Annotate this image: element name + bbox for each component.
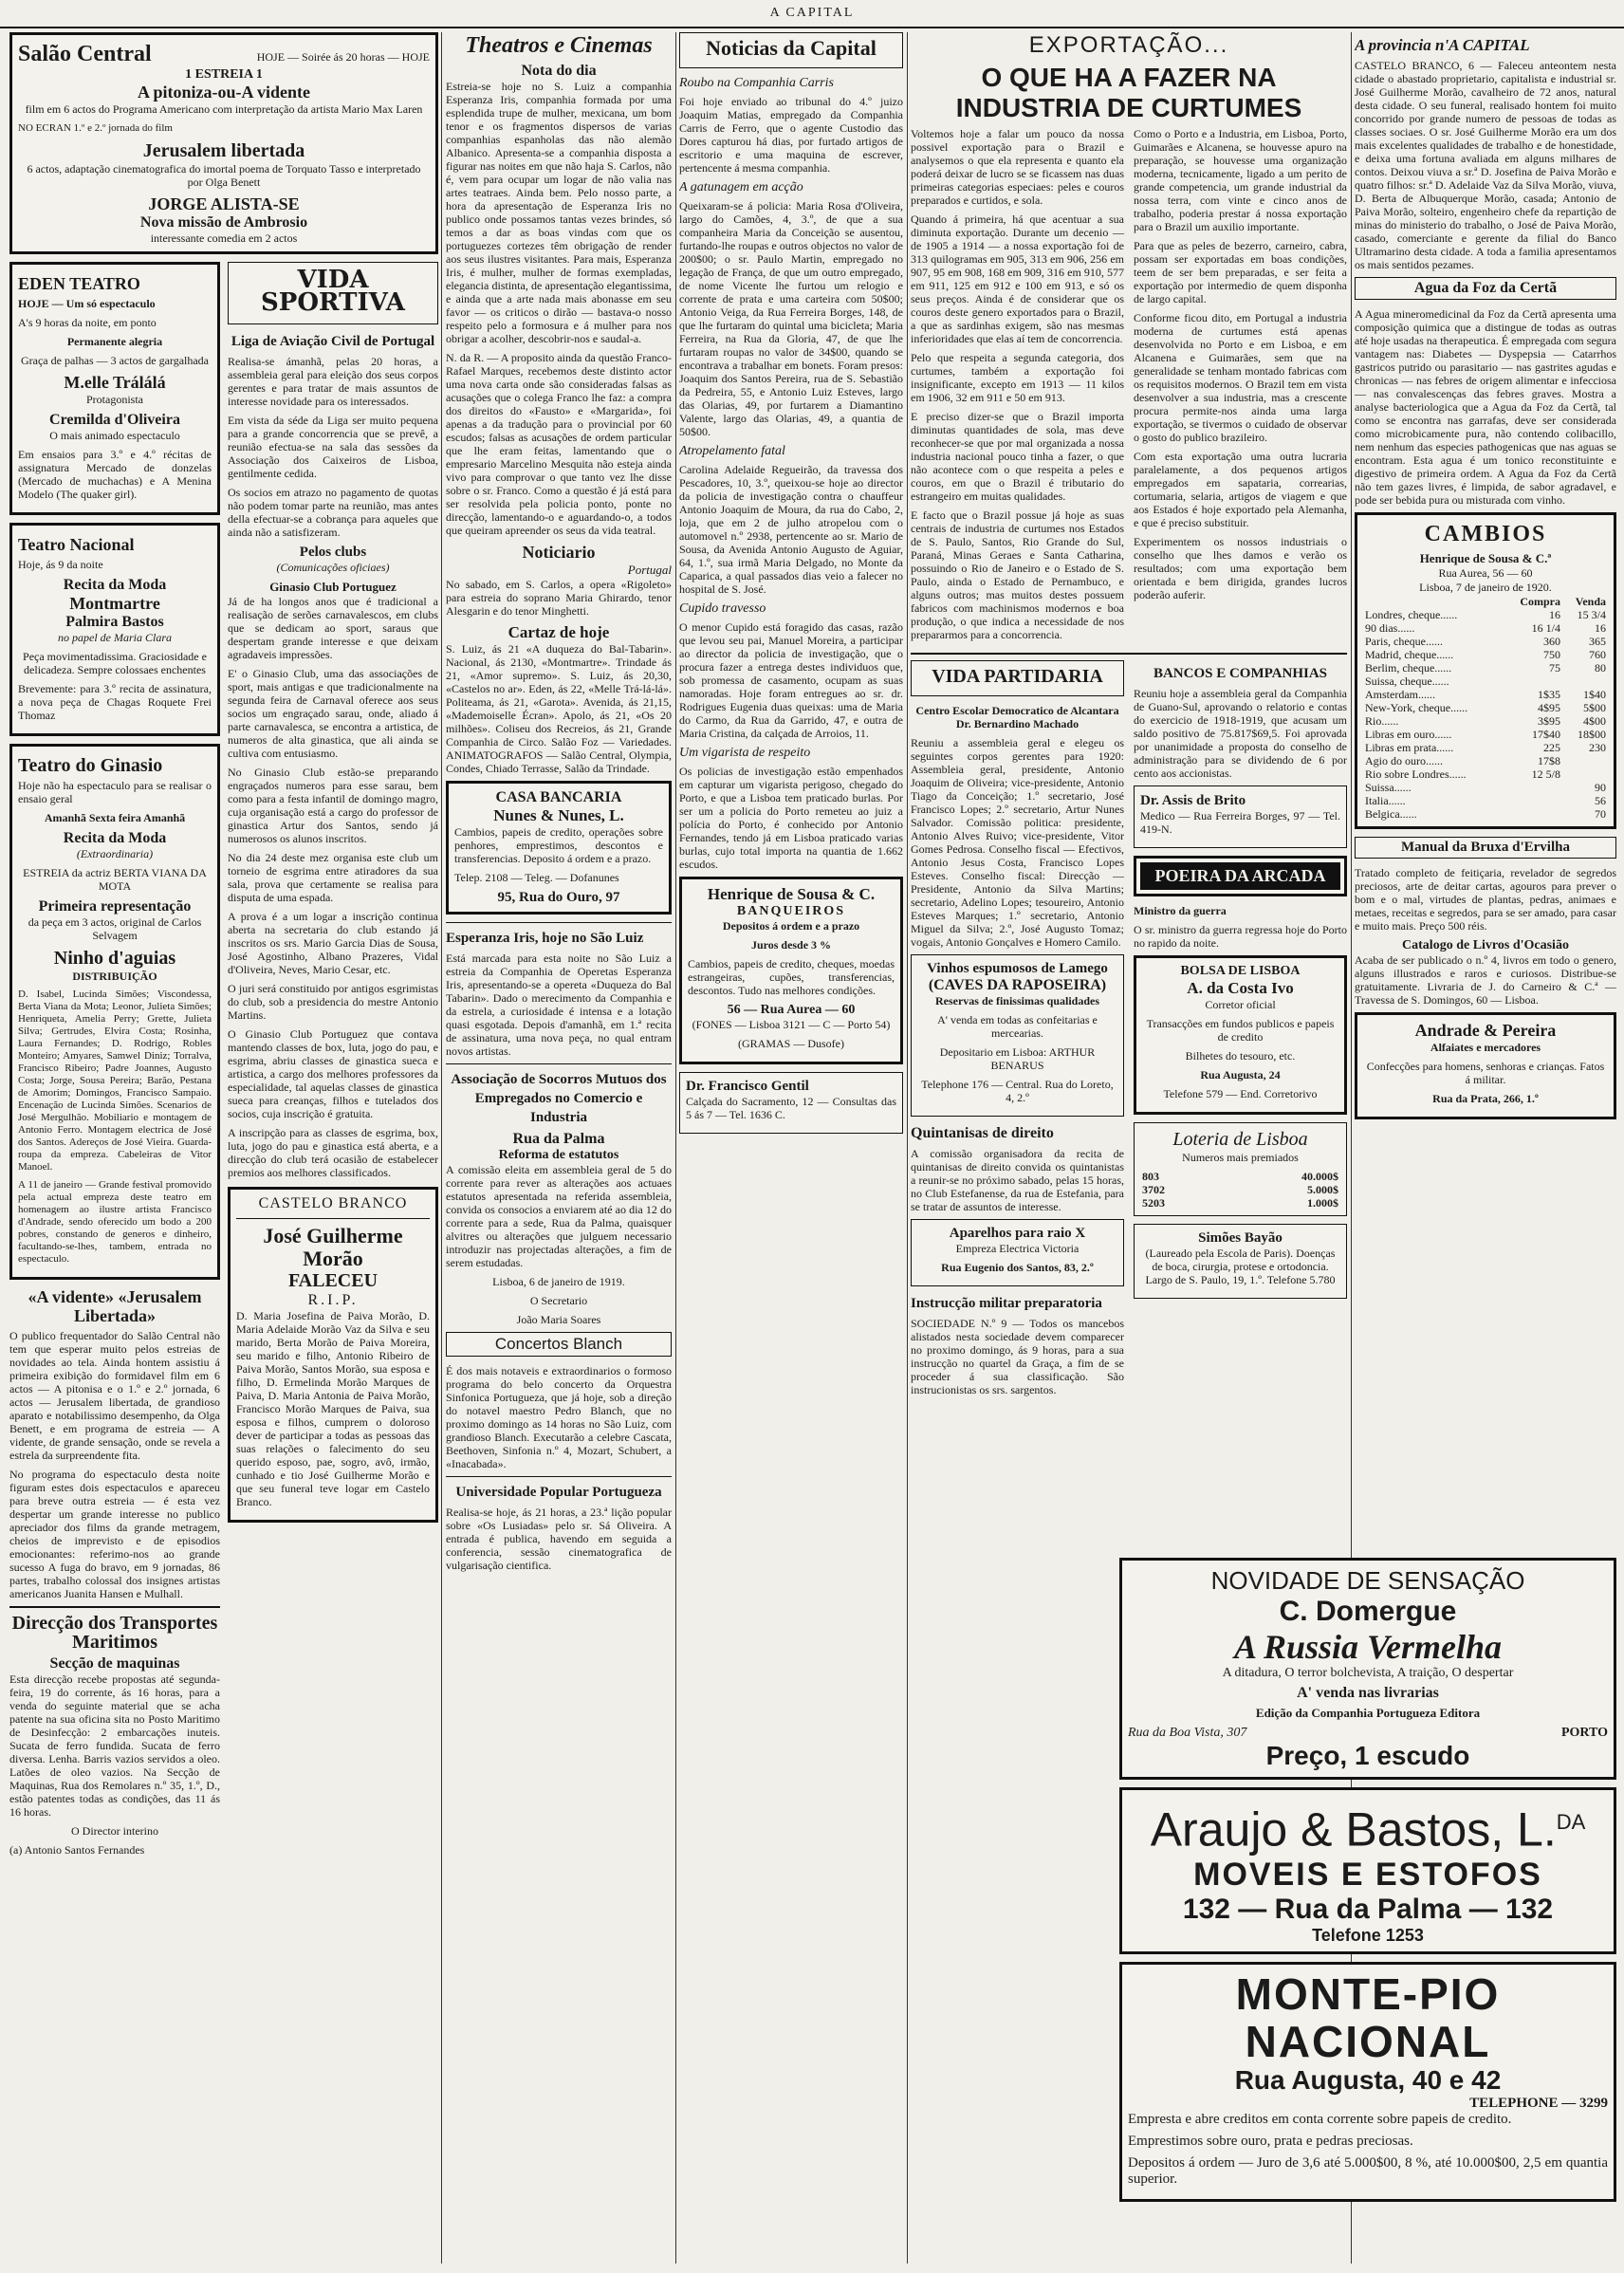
vinhos-l2: A' venda em todas as confeitarias e mercearias. <box>937 1013 1098 1040</box>
montepio-addr: Rua Augusta, 40 e 42 <box>1234 2064 1502 2095</box>
export-p2: Quando á primeira, há que acentuar a sua diminuta exportação. Durante um decenio — de 1905 a 1914 — a nossa exportação foi de 313 quilogramas em 905, 313 em 906, 256 em 907, 95 em 908, 168 em 909, 316 em 910, 577 em 911, 125 em 912 e 100 em 913, e só os seus preços. Ainda é de considerar que os couros deste genero exportados para o Brazil, a que as sardinhas exigem, são nas mesmas inferioridades que elas aí tem de concorrencia. <box>911 213 1124 345</box>
ginasio-extra: (Extraordinaria) <box>76 847 154 860</box>
montepio-l3: Depositos á ordem — Juro de 3,6 até 5.000$00, 8 %, até 10.000$00, 2,5 em quantia superior. <box>1128 2154 1608 2187</box>
henrique-addr: 56 — Rua Aurea — 60 <box>727 1003 856 1017</box>
cambios-row <box>1363 728 1608 741</box>
andrade-ad <box>1355 1012 1616 1119</box>
export-p7: Para que as peles de bezerro, carneiro, cabra, possam ser exportadas em boas condições, teem de ser bem preparadas, e ser feita a exportação por intermedio de quem disponha de largo capital. <box>1134 239 1347 305</box>
cambios-row <box>1363 635 1608 648</box>
cambios-head-sell: Venda <box>1575 595 1606 608</box>
ginasio-estreia: ESTREIA da actriz BERTA VIANA DA MOTA <box>23 866 207 893</box>
vidente-p1: O publico frequentador do Salão Central não tem que esperar muito pelos estreias de novidades ao tela. Ainda hontem assistiu á primeira exibição do formidavel film em 6 actos — A pitonisa e o 1.º e 2.º jornada, 6 actos — Jerusalem libertada, de grandioso aparato e notabilissimo desempenho, da Olga Benett, e em programa de estreia — A vidente, de grande sensação, onde se revela a estrela da surpreendente fita. <box>9 1329 220 1462</box>
gentil-name: Dr. Francisco Gentil <box>686 1079 809 1094</box>
araujo-sub: MOVEIS E ESTOFOS <box>1193 1856 1542 1893</box>
nota-redaccao: N. da R. — A proposito ainda da questão Franco-Rafael Marques, recebemos deste distinto actor uma nova carta onde são consideradas falsas as acusações que o colega Franco lhe faz: a compra dos direitos do «Fausto» e «Margarida», foi apenas a da tradução para o provincial por 60 escudos; falsas as acusações de ordem particular que lhe eram feitas, lamentando que o empresario Marcelino Mesquita não esteja ainda vivo para comprovar o que tanto vez lhe disse sobre o sr. Franco. Como a questão é já está para ser resolvida pela policia ponto, ponte no direcção, lamentando-o e aguardando-o, a todos que queiram apreender os seus da vida teatral. <box>446 351 672 537</box>
aparelhos-addr: Rua Eugenio dos Santos, 83, 2.º <box>941 1261 1094 1274</box>
loteria-number: 3702 <box>1142 1183 1165 1196</box>
loteria-row <box>1140 1183 1340 1196</box>
vigarista-title: Um vigarista de respeito <box>679 746 811 760</box>
export-kicker: EXPORTAÇÃO... <box>1028 32 1229 58</box>
agua-text: A Agua mineromedicinal da Foz da Certã apresenta uma composição quimica que a distingue de todas as outras até hoje usadas na therapeutica. É empregada com segura vantagem nas: Diabetes — Dyspepsia — Catarrhos gastricos putrido ou parasitario — nas gastrites agudas e chronicas — nas febres de origem alimentar e infecciosa — nas convalescenças das febres graves. Mostra a analyse bacteriologica que a Agua da Foz da Certã, tal como se encontra nas garrafas, deve ser considerada como microbicamente pura, não contendo colibacillo, nem nenhum das especies pathogenicas que nas aguas se encontram. Esta agua é um tonico reconstituinte e digestivo de primeira ordem. A Agua da Foz da Certã não tem gazes livres, é limpida, de sabor agradavel, e pode ser bebida pura ou misturada com vinho. <box>1355 307 1616 507</box>
montepio-ad <box>1119 1962 1616 2202</box>
cupido-title: Cupido travesso <box>679 601 766 616</box>
loteria-row <box>1140 1170 1340 1183</box>
vidente-title: «A vidente» «Jerusalem Libertada» <box>28 1287 202 1325</box>
cambios-buy <box>1504 794 1562 807</box>
noticiario-text: No sabado, em S. Carlos, a opera «Rigoleto» para estreia do soprano Maria Ghirardo, tenor Alesgarin e do tenor Minghetti. <box>446 578 672 618</box>
provincia-text: CASTELO BRANCO, 6 — Faleceu anteontem nesta cidade o abastado proprietario, capitalista e industrial sr. José Guilherme Morão, cavalheiro de 72 anos, natural desta cidade. O seu funeral, realisado hontem foi muito concorrido por grande numero de pessoas de todas as classes sociaes. O sr. José Guilherme Morão era um dos mais excelentes qualidades de trabalho e de honestidade, e deixa uma fortuna avaliada em alguns milhares de contos. Deixou viuva a sr.ª D. Josefina de Paiva Morão e quatro filhos: sr.ª D. Adelaide Vaz da Silva Morão, viuva, D. Berta de Albuquerque Morão, casada; Antonio de Paiva Morão, solteiro, engenheiro chefe da repartição de minas do ministerio do trabalho, o José de Paiva Morão, casado, comerciante e gerente da filial do Banco Ultramarino desta cidade. A toda a familia apresentamos os mais sentidos pezames. <box>1355 59 1616 271</box>
bolsa-l2: Transacções em fundos publicos e papeis de credito <box>1146 1017 1335 1044</box>
nacional-star: Palmira Bastos <box>65 614 164 630</box>
novidade-l3: Edição da Companhia Portugueza Editora <box>1255 1706 1481 1720</box>
nacional-time: Hoje, ás 9 da noite <box>18 558 103 571</box>
vinhos-l1: Reservas de finissimas qualidades <box>934 994 1100 1007</box>
cambios-label: Libras em prata...... <box>1365 741 1454 754</box>
montepio-l2: Emprestimos sobre ouro, prata e pedras preciosas. <box>1128 2133 1413 2149</box>
cambios-row <box>1363 688 1608 701</box>
bruxa-title: Manual da Bruxa d'Ervilha <box>1401 840 1570 855</box>
export-p6: Como o Porto e a Industria, em Lisboa, Porto, Guimarães e Alcanena, se houvesse apuro na preparação, se houvesse uma organização moderna, tecnicamente, ligado a um perito de grande competencia, um grande industrial da nossa terra, com vinte e cinco anos de trabalho, poderia prestar á nossa exportação para o Brazil um auxilio importante. <box>1134 127 1347 233</box>
nacional-note: Peça movimentadissima. Graciosidade e delicadeza. Sempre colossaes enchentes <box>23 650 207 676</box>
cambios-buy: 17$8 <box>1538 754 1561 767</box>
novidade-title: A Russia Vermelha <box>1233 1628 1503 1666</box>
araujo-name: Araujo & Bastos, L. <box>1150 1802 1557 1857</box>
andrade-addr: Rua da Prata, 266, 1.º <box>1432 1092 1539 1105</box>
cambios-buy: 75 <box>1549 661 1561 675</box>
cambios-sell: 80 <box>1595 661 1606 675</box>
castelo-text: D. Maria Josefina de Paiva Morão, D. Maria Adelaide Morão Vaz da Silva e seu marido, Berta Morão de Paiva Moreira, seu marido e filho, Antonio Ribeiro de Paiva Morão, Santos Morão, sua esposa e filho, D. Ermelinda Morão Marques de Paiva, D. Maria Antonia de Paiva Morão, Francisco Morão Marques de Paiva, sua esposa e filhos, cumprem o doloroso dever de participar a todas as pessoas das suas relações o falecimento do seu querido esposo, pae, sogro, avô, irmão, cunhado e tio José Guilherme Morão e que seu funeral teve logar em Castelo Branco. <box>236 1309 430 1508</box>
cambios-sell: 760 <box>1589 648 1606 661</box>
araujo-ad <box>1119 1787 1616 1954</box>
andrade-l2: Confecções para homens, senhoras e crianças. Fatos á militar. <box>1366 1060 1605 1086</box>
cambios-row <box>1363 701 1608 714</box>
associacao-text: A comissão eleita em assembleia geral de 5 do corrente para rever as alterações aos actuaes estatutos apresentada na referida assembleia, convida os consocios a enviarem até ao dia 12 do corrente para a sede, Rua da Palma, quaisquer alvitres ou alterações que julguem necessario introduzir nas projectadas alterações, a fim de serem estudadas. <box>446 1163 672 1269</box>
cambios-row <box>1363 648 1608 661</box>
salao-film2-desc: 6 actos, adaptação cinematografica do imortal poema de Torquato Tasso e interpretado por Olga Benett <box>27 162 421 189</box>
salao-jorge: JORGE ALISTA-SE <box>148 194 300 213</box>
cupido-text: O menor Cupido está foragido das casas, razão que levou seu pai, Manuel Moreira, a participar ao director da policia de investigação, que o procura fazer a entrega destes individuos que, sob promessa de casamento, ocupam as suas namoradas. Hoje foram entregues ao sr. dr. Rodrigues Eugenia duas queixas: uma de Maria do Carmo, da Rua da Garrido, 47, e outra de Maria Cristina, da calçada de Arroios, 11. <box>679 620 903 740</box>
roubo-text: Foi hoje enviado ao tribunal do 4.º juizo Joaquim Matias, empregado da Companhia Carris de Ferro, que o agente Custodio das Dores capturou há dias, por furtado artigos de escritorio e uma maquina de escrever, pertencente á mesma companhia. <box>679 95 903 175</box>
instrucao-text: SOCIEDADE N.º 9 — Todos os mancebos alistados nesta sociedade devem comparecer no proximo domingo, ás 9 horas, para a sua instrucção no quartel da Graça, a fim de se proceder á sua classificação. São instrucionistas os srs. sargentos. <box>911 1317 1124 1396</box>
cambios-label: Suissa, cheque...... <box>1365 675 1449 688</box>
cambios-sell <box>1562 754 1608 767</box>
bolsa-l3: Bilhetes do tesouro, etc. <box>1185 1049 1296 1063</box>
eden-l2: A's 9 horas da noite, em ponto <box>18 316 157 329</box>
ginasio-cast: D. Isabel, Lucinda Simões; Viscondessa, Berta Viana da Mota; Leonor, Julieta Simões; Henriqueta, Amelia Perry; Grette, Julieta Silva; Gertrudes, Elvira Costa; Rosinha, Laura Fernandes; D. Rodrigo, Robles Monteiro; Amyares, Samwel Diniz; Torralva, Francisco Ribeiro; Padre Joannes, Augusto Costa; Jorge, Sousa Pereira; Barão, Pestana de Amorim; Domingos, Francisco Sampaio. Encenação de Lucinda Simões. Scenarios de José Mergulhão. Mobiliario e montagem de Antonio Ferro. Montagem electrica de José dos Santos. Adereços de José Vieira. Guarda-roupa da empreza. Cabeleiras de Vitor Manoel. <box>18 989 212 1173</box>
assis-text: Medico — Rua Ferreira Borges, 97 — Tel. 419-N. <box>1140 809 1340 836</box>
esperanza-text: Está marcada para esta noite no São Luiz a estreia da Companhia de Operetas Esperanza Iris, apresentando-se a opereta «Duqueza do Bal Tabarin». Dado o merecimento da Companhia e da estrela, a curiosidade é intensa e a lotação quasi esgotada. Depois d'amanhã, em 1.ª recita de assinatura, uma nova peça, no qual entram novos artistas. <box>446 952 672 1058</box>
column-2 <box>446 32 672 2262</box>
salao-feature: A pitoniza-ou-A vidente <box>137 83 310 102</box>
masthead <box>0 0 1624 28</box>
noticiario-sub: Portugal <box>627 563 672 577</box>
andrade-title: Andrade & Pereira <box>1414 1021 1557 1040</box>
cambios-row <box>1363 794 1608 807</box>
cambios-label: Belgica...... <box>1365 807 1417 821</box>
cambios-row <box>1363 675 1608 688</box>
cambios-house: Henrique de Sousa & C.ª <box>1419 551 1552 565</box>
column-3 <box>679 32 903 2262</box>
loteria-sub: Numeros mais premiados <box>1182 1151 1299 1164</box>
eden-l3: Permanente alegria <box>66 335 163 348</box>
araujo-tel: Telefone 1253 <box>1312 1925 1424 1945</box>
cambios-buy: 225 <box>1543 741 1561 754</box>
vinhos-title: Vinhos espumosos de Lamego <box>927 961 1108 976</box>
ginasio-play: Ninho d'aguias <box>53 948 176 969</box>
cartaz-text: S. Luiz, ás 21 «A duqueza do Bal-Tabarin». Nacional, ás 2130, «Montmartre». Trindade ás 21, «Amor supremo». S. Luiz, ás 20,30, «Castelos no ar». Eden, ás 22, «Melle Trá-lá-lá». Politeama, ás 21, «Garota». Avenida, ás 21,15, «Mademoiselle Écran». Apolo, ás 21, «Os 20 milhões». Coliseu dos Recreios, ás 21, Grande Companhia de Circo. Salão Foz — Variedades. ANIMATOGRAFOS — Salão Central, Olympia, Condes, Chiado Terrasse, Salão da Trindade. <box>446 642 672 775</box>
cambios-label: Paris, cheque...... <box>1365 635 1443 648</box>
assis-ad <box>1134 785 1347 848</box>
cambios-buy: 3$95 <box>1538 714 1561 728</box>
loteria-value: 1.000$ <box>1307 1196 1338 1210</box>
noticias-title: Noticias da Capital <box>706 36 877 60</box>
export-p3: Pelo que respeita a segunda categoria, dos curtumes, também a exportação foi insignificante, excepto em 1913 — 11 kilos em 1906, 32 em 911 e 50 em 913. <box>911 351 1124 404</box>
montepio-l1: Empresta e abre creditos em conta corrente sobre papeis de credito. <box>1128 2111 1512 2127</box>
loteria-box <box>1134 1122 1347 1216</box>
casa-name: Nunes & Nunes, L. <box>493 806 624 824</box>
associacao-date: Lisboa, 6 de janeiro de 1919. <box>492 1275 625 1288</box>
eden-star: M.elle Trálálá <box>64 373 166 392</box>
henrique-tel: (FONES — Lisboa 3121 — C — Porto 54) <box>692 1018 891 1031</box>
export-p5: E facto que o Brazil possue já hoje as suas centrais de industria de curtumes nos Estados de S. Paulo, Santos, Rio Grande do Sul, Paraná, Minas Geraes e Santa Catharina, possuindo o Rio de Janeiro e o Estado de S. Paulo, ainda o Estado de Pernambuco, e alguns outros; mas muitos destes possuem fabricos com machinismos modernos e boa produção, o que indica a necessidade de nos prepararmos para a concorrencia. <box>911 508 1124 641</box>
vida-partidaria-sub: Centro Escolar Democratico de Alcantara Dr. Bernardino Machado <box>915 704 1119 730</box>
loteria-row <box>1140 1196 1340 1210</box>
masthead-title: A CAPITAL <box>769 6 855 20</box>
transportes-sec: Secção de maquinas <box>49 1655 180 1672</box>
bancos-text: Reuniu hoje a assembleia geral da Companhia de Guano-Sul, aprovando o relatorio e contas do exercicio de 1918-1919, que acusam um saldo positivo de 75.817$69,5. Foi aprovada por unanimidade a proposta do conselho de administração para se dividendo de 6 por cento aos accionistas. <box>1134 687 1347 780</box>
esperanza-title: Esperanza Iris, hoje no São Luiz <box>446 931 644 946</box>
cambios-sell: 230 <box>1589 741 1606 754</box>
ginasio-rep2: da peça em 3 actos, original de Carlos Selvagem <box>28 915 202 942</box>
castelo-name: José Guilherme Morão <box>263 1224 403 1270</box>
cambios-label: New-York, cheque...... <box>1365 701 1468 714</box>
casa-tel: Telep. 2108 — Teleg. — Dofanunes <box>454 871 619 884</box>
henrique-tel2: (GRAMAS — Dusofe) <box>738 1037 844 1050</box>
transportes-sign2: (a) Antonio Santos Fernandes <box>9 1843 145 1857</box>
simoes-text: (Laureado pela Escola de Paris). Doenças de boca, cirurgia, protese e ortodoncia. Largo de S. Paulo, 19, 1.º. Telefone 5.780 <box>1145 1247 1336 1286</box>
associacao-title: Associação de Socorros Mutuos dos Empregados no Comercio e Industria <box>451 1072 667 1125</box>
novidade-kicker: NOVIDADE DE SENSAÇÃO <box>1210 1566 1525 1595</box>
bruxa-text: Tratado completo de feitiçaria, revelador de segredos preciosos, arte de deitar cartas, agouros para prever o bom e o mal, virtudes de plantas, pedras, animaes e metaes, receitas e segredos, para se ser amado, para casar e muito mais. Preço 500 réis. <box>1355 866 1616 933</box>
gentil-text: Calçada do Sacramento, 12 — Consultas das 5 ás 7 — Tel. 1636 C. <box>686 1095 896 1121</box>
export-p8: Conforme ficou dito, em Portugal a industria moderna de curtumes está apenas desenvolvida no Porto e em Lisboa, e em Alcanena e Guimarães, sem que na generalidade se tenham montado fabricas com os requisitos modernos. O Brazil tem em vista desenvolver a sua industria, mas a crescente procura permite-nos ainda uma larga exportação, se tivermos o cuidado de observar o gosto do publico brazileiro. <box>1134 311 1347 444</box>
cambios-title: CAMBIOS <box>1424 522 1547 546</box>
export-p10: Experimentem os nossos industriais o conselho que lhes damos e verão os resultados; com uma exportação bem orientada e bem dirigida, grandes lucros poderão auferir. <box>1134 535 1347 601</box>
cambios-box <box>1355 512 1616 829</box>
cambios-row <box>1363 661 1608 675</box>
bolsa-title: BOLSA DE LISBOA <box>1180 964 1301 978</box>
nacional-brev: Brevemente: para 3.º recita de assinatura, a nova peça de Chagas Roquete Frei Thomaz <box>18 682 212 722</box>
ginasio-show: Recita da Moda <box>63 830 167 846</box>
ginasio-note: A 11 de janeiro — Grande festival promovido pela actual empreza deste teatro em homenagem ao ilustre artista Francisco d'Andrade, sendo oferecido um bodo a 200 pobres, constando de generos e dinheiro, facultando-se-lhes, tambem, entrada no espectaculo. <box>18 1179 212 1265</box>
quintanisas-text: A comissão organisadora da recita de quintanisas de direito convida os quintanistas a reunir-se no próximo sabado, pelas 15 horas, no Club Estefanense, da rua de Estefania, para se tratar de assuntos de interesse. <box>911 1147 1124 1213</box>
cambios-buy: 16 1/4 <box>1531 621 1561 635</box>
araujo-addr: 132 — Rua da Palma — 132 <box>1182 1893 1554 1925</box>
transportes-notice <box>9 1606 220 1857</box>
gatunagem-text: Queixaram-se á policia: Maria Rosa d'Oliveira, largo do Camões, 4, 3.º, de que a sua companheira Maria da Conceição se ausentou, furtando-lhe roupas e outros objectos no valor de 200$00; o sr. Paulo Martin, empregado no legação de França, de que um outro empregado, de nome Vicente lhe furtou um relogio e corrente de prata e uma carteira com 50$00; Antonio Veiga, da Rua Ferreira Borges, 148, de que lhe furtaram do quintal uma bicicleta; Maria Ferreira, na Rua da Gloria, 47, de que lhe furtaram roupas no valor de 34$00, quando se encontrava a trabalhar em bonets. Foram presos: Joaquim dos Santos Pereira, rua de S. Sebastião da Pedreira, 55, e Antonio Luiz Esteves, largo das Olarias, 49, por furtarem a Diamantino Valente, largo das Olarias, 49, a quantia de 50$00. <box>679 199 903 438</box>
ginasio-dist: DISTRIBUIÇÃO <box>72 970 157 983</box>
cambios-buy <box>1504 807 1562 821</box>
nota-do-dia: Nota do dia <box>521 63 597 79</box>
bottom-ads <box>1119 1558 1616 2260</box>
cartaz-title: Cartaz de hoje <box>508 623 610 641</box>
andrade-l1: Alfaiates e mercadores <box>1430 1041 1541 1054</box>
montepio-tel: TELEPHONE — 3299 <box>1469 2095 1608 2111</box>
eden-l5: Protagonista <box>86 393 143 406</box>
quintanisas-title: Quintanisas de direito <box>911 1125 1054 1141</box>
concertos-title: Concertos Blanch <box>494 1335 623 1353</box>
transportes-text: Esta direcção recebe propostas até segunda-feira, 19 do corrente, ás 16 horas, para a venda do seguinte material que se acha patente na sua oficina sita no Posto Maritimo de Desinfecção: 2 embarcações inuteis. Sucata de ferro fundida. Sucata de ferro diversa. Lenha. Barris vazios servidos a oleo. Latões de oleo vazios. Na Secção de Maquinas, Rua dos Remolares n.º 35, 1.º, D., estão patentes todas as condições, das 11 ás 16 horas. <box>9 1672 220 1819</box>
bolsa-addr: Rua Augusta, 24 <box>1200 1068 1281 1081</box>
cambios-buy: 750 <box>1543 648 1561 661</box>
salao-line1: HOJE — Soirée ás 20 horas — HOJE <box>256 50 430 64</box>
transportes-sign: O Director interino <box>71 1824 158 1838</box>
column-rule <box>675 32 676 2264</box>
cambios-buy: 12 5/8 <box>1531 767 1561 781</box>
column-4 <box>911 32 1347 1569</box>
henrique-sousa-ad <box>679 877 903 1064</box>
teatros-title: Theatros e Cinemas <box>465 33 653 58</box>
associacao-sign: O Secretario <box>529 1294 588 1307</box>
concertos-text: É dos mais notaveis e extraordinarios o formoso programa do belo concerto da Orquestra Sinfonica Portugueza, que já hoje, sob a direção do notavel maestro Pedro Blanch, que no proximo domingo as 14 horas no São Luiz, com grandioso Blanch. Executarão a celebre Cascata, Beethoven, Sinfonia n.º 4, Mozart, Schubert, a «Inacabada». <box>446 1364 672 1470</box>
ginasio-rep: Primeira representação <box>38 898 192 915</box>
teatro-nacional-ad <box>9 523 220 736</box>
associacao-sign2: João Maria Soares <box>516 1313 601 1326</box>
cambios-sell: 5$00 <box>1583 701 1606 714</box>
vida-partidaria-title: VIDA PARTIDARIA <box>932 666 1103 687</box>
gatunagem-title: A gatunagem em acção <box>679 180 803 194</box>
export-title: O QUE HA A FAZER NA INDUSTRIA DE CURTUMES <box>955 63 1302 122</box>
bolsa-l1: Corretor oficial <box>1205 998 1276 1011</box>
export-p1: Voltemos hoje a falar um pouco da nossa possivel exportação para o Brazil e analysemos o que ela representa e quanto ela poderá deixar de lucro se se ficassem nas duas primeiras categorias especiaes: peles e couros preparados e curtidos, e sola. <box>911 127 1124 207</box>
cambios-label: Libras em ouro...... <box>1365 728 1452 741</box>
cambios-sell: 90 <box>1595 781 1606 794</box>
bolsa-tel: Telefone 579 — End. Corretorivo <box>1163 1087 1318 1100</box>
transportes-title: Direcção dos Transportes Maritimos <box>11 1613 218 1653</box>
noticiario-title: Noticiario <box>522 543 596 562</box>
ginasio-title: Teatro do Ginasio <box>18 755 163 776</box>
nacional-title: Teatro Nacional <box>18 535 135 554</box>
poeira-box <box>1134 856 1347 896</box>
eden-star2: Cremilda d'Oliveira <box>49 412 180 428</box>
cambios-buy: 17$40 <box>1532 728 1561 741</box>
catalogo-title: Catalogo de Livros d'Ocasião <box>1402 938 1569 952</box>
salao-film2: Jerusalem libertada <box>142 140 305 161</box>
cambios-head-buy: Compra <box>1520 595 1561 608</box>
bancos-title: BANCOS E COMPANHIAS <box>1153 666 1328 681</box>
export-p4: E preciso dizer-se que o Brazil importa diminutas quantidades de sola, mas deve reconhecer-se que por mal organizada a nossa industria nacional pouco tinha a fazer, o que não acontece com o que respeita a peles e couros, em que o Brazil é tributario do estrangeiro em muitas qualidades. <box>911 410 1124 503</box>
castelo-branco-obituary <box>228 1187 438 1523</box>
vinhos-l4: Telephone 176 — Central. Rua do Loreto, 4, 2.º <box>921 1078 1114 1104</box>
cambios-row <box>1363 767 1608 781</box>
provincia-title: A provincia n'A CAPITAL <box>1355 36 1530 54</box>
cambios-row <box>1363 754 1608 767</box>
teatros-text: Estreia-se hoje no S. Luiz a companhia Esperanza Iris, companhia formada por uma esplendida trupe de mulher, mexicana, um bom tenor e os fragmentos dispersos de varias companhias espanholas das não alemão Albanico. Apresenta-se a companhia disposta a figurar nas noites em que não haja S. Carlos, não é, vem para ocupar um logar de não valia nas artes teatraes. Ainda bem. Pelo nosso parte, a hora da apresentação de Esperanza Iris no publico onde possamos tantas vezes brindes, só temos a dar as boas vindas com que os portuguezes cortezes têm obrigação de render aos seus ilustres visitantes. Para mais, Esperanza Iris, é mulher, mulher de formas exempladas, elegancia distinta, de apresentação elegantissima, e ainda que a arte nada mais abonasse em seu favor — os criticos o dirão — bastava-o nosso respeito pelo a formosura e á mulher para nos obrigar a acolher, descobrir-nos e saudal-a. <box>446 80 672 345</box>
cambios-buy: 4$95 <box>1538 701 1561 714</box>
henrique-l2: Juros desde 3 % <box>750 938 832 952</box>
nacional-role: no papel de Maria Clara <box>58 631 172 644</box>
salao-ambrosio: Nova missão de Ambrosio <box>139 214 308 231</box>
vida-sportiva-section: VIDA SPORTIVA Liga de Aviação Civil de Portugal Realisa-se ámanhã, pelas 20 horas, a assembleia geral para eleição dos seus corpos gerentes e para tratar de mais assuntos de interesse novidade para os interessados. Em vista da séde da Liga ser muito pequena para a grande concorrencia que se prevê, a reunião efectua-se na sala das sessões da Associação dos Caixeiros de Lisboa, gentilmente cedida. Os socios em atrazo no pagamento de quotas não podem tomar parte na reunião, mas antes della efectuar-se a cobrança para aqueles que ainda não a satisfizeram. Pelos clubs (Comunicações oficiaes) Ginasio Club Portuguez Já de ha longos anos que é tradicional a realisação de serões carnavalescos, em clubs que se dedicam ao sport, saraus que despertam grande interesse e que deixam agradaveis impressões. E' o Ginasio Club, uma das associações de sport, mais antigas e que tradicionalmente na segunda feira de Carnaval oferece aos seus socios um engraçado sarau, onde, aliado á parte carnavalesca, se encontra a artistica, de numeros de alta ginastica, que ali ainda se cultiva com entusiasmo. No Ginasio Club estão-se preparando engraçados numeros para esse sarau, bem como para a festa infantil de domingo magro, cuja organisação está a cargo do professor de ginastica Artur dos Santos, sendo já numerosos os alunos inscritos. No dia 24 deste mez organisa este club um torneio de esgrima entre atiradores da sua sala, prova que certamente se realisa para disputa de uma espada. A prova é a um logar a inscrição continua aberta na secretaria do club estando já inscritos os srs. Mario Garcia Dias de Sousa, José Agostinho, Albano Prazeres, Vidal d'Oliveira, Neves, Mario Cesar, etc. O juri será constituido por antigos esgrimistas do club, sob a presidencia do mestre Antonio Martins. O Ginasio Club Portuguez que contava mantendo classes de box, luta, jogo do pau, e esgrima, abriu classes de ginastica sueca e artistica, a cargo dos melhores professores da especialidade, tal aquelas classes de ginastica sueca para creanças, filhos e tutelados dos socios, cuja inscrição é gratuita. A inscripção para as classes de esgrima, box, luta, jogo do pau e ginastica está aberta, e a direcção do club terá ocasião de estabelecer premios aos melhores classificados. <box>228 262 438 1179</box>
poeira-text: O sr. ministro da guerra regressa hoje do Porto no rapido da noite. <box>1134 923 1347 950</box>
ginasio-l1: Hoje não ha espectaculo para se realisar o ensaio geral <box>18 779 212 805</box>
cambios-addr: Rua Aurea, 56 — 60 <box>1438 566 1533 580</box>
column-rule <box>907 32 908 2264</box>
araujo-sup: DA <box>1556 1810 1586 1834</box>
cambios-row <box>1363 741 1608 754</box>
salao-central-ad <box>9 32 438 254</box>
associacao-reforma: Reforma de estatutos <box>498 1148 619 1162</box>
castelo-rip: R.I.P. <box>307 1292 359 1308</box>
castelo-header: CASTELO BRANCO <box>258 1195 408 1211</box>
eden-l6: O mais animado espectaculo <box>49 429 180 442</box>
vinhos-l3: Depositario em Lisboa: ARTHUR BENARUS <box>939 1045 1096 1072</box>
novidade-author: C. Domergue <box>1279 1596 1457 1627</box>
eden-l7: Em ensaios para 3.º e 4.º récitas de assignatura Mercado de donzelas (Mercado de muchachas) e A Menina Modelo (The quaker girl). <box>18 448 212 501</box>
salao-side: NO ECRAN 1.º e 2.º jornada do film <box>18 122 173 134</box>
loteria-number: 803 <box>1142 1170 1159 1183</box>
poeira-sub: Ministro da guerra <box>1134 904 1227 917</box>
loteria-title: Loteria de Lisboa <box>1172 1129 1308 1150</box>
vidente-article <box>9 1287 220 1600</box>
simoes-ad <box>1134 1224 1347 1299</box>
catalogo-text: Acaba de ser publicado o n.º 4, livros em todo o genero, alguns illustrados e raros e curiosos. Distribue-se gratuitamente. Livraria de J. do Carneiro & C.ª — Travessa de S. Domingos, 60 — Lisboa. <box>1355 953 1616 1007</box>
casa-text: Cambios, papeis de credito, operações sobre penhores, emprestimos, descontos e transferencias. Deposito á ordem e a prazo. <box>454 825 663 865</box>
eden-title: EDEN TEATRO <box>18 274 140 293</box>
cambios-table <box>1363 595 1608 821</box>
cambios-label: Amsterdam...... <box>1365 688 1435 701</box>
cambios-row <box>1363 608 1608 621</box>
cambios-label: Italia...... <box>1365 794 1406 807</box>
bolsa-ad <box>1134 955 1347 1115</box>
teatro-ginasio-ad <box>9 744 220 1280</box>
cambios-sell: 1$40 <box>1583 688 1606 701</box>
cambios-buy: 16 <box>1549 608 1561 621</box>
loteria-value: 40.000$ <box>1301 1170 1338 1183</box>
universidade-text: Realisa-se hoje, ás 21 horas, a 23.ª lição popular sobre «Os Lusiadas» pelo sr. Sá Oliveira. A entrada é publica, havendo em seguida a conferencia, sessão cinematografica de vulgarisação cientifica. <box>446 1506 672 1572</box>
salao-ambrosio-desc: interessante comedia em 2 actos <box>150 231 298 245</box>
export-p9: Com esta exportação uma outra lucraria paralelamente, a dos pequenos artigos empregados em sapataria, correarias, cortumaria, selaria, artigos de viagem e que aos Estados é hoje exportado pela Alemanha, e que é preciso substituir. <box>1134 450 1347 529</box>
cambios-row <box>1363 714 1608 728</box>
aparelhos-title: Aparelhos para raio X <box>949 1226 1086 1241</box>
cambios-buy <box>1504 675 1562 688</box>
casa-bancaria-ad <box>446 781 672 915</box>
atropelamento-title: Atropelamento fatal <box>679 444 785 458</box>
cambios-label: Rio sobre Londres...... <box>1365 767 1467 781</box>
loteria-value: 5.000$ <box>1307 1183 1338 1196</box>
henrique-l3: Cambios, papeis de credito, cheques, moedas estrangeiras, cupões, transferencias, descontos. Tudo nas melhores condições. <box>688 957 895 997</box>
henrique-l1: Depositos á ordem e a prazo <box>722 919 860 933</box>
cambios-row <box>1363 781 1608 794</box>
column-5 <box>1355 32 1616 1550</box>
novidade-price: Preço, 1 escudo <box>1265 1741 1470 1770</box>
henrique-title: Henrique de Sousa & C. <box>707 885 876 903</box>
agua-title: Agua da Foz da Certã <box>1413 280 1558 296</box>
poeira-title: POEIRA DA ARCADA <box>1140 862 1340 890</box>
novidade-city: PORTO <box>1560 1726 1608 1740</box>
cambios-sell: 16 <box>1595 621 1606 635</box>
vida-sportiva-title: VIDA SPORTIVA <box>261 266 405 317</box>
vigarista-text: Os policias de investigação estão empenhados em capturar um vigarista perigoso, chegado do Porto, e que a Lisboa tem praticado burlas. Por ser um a policia do Porto remeteu ao juiz a polícia do Porto, é conhecido por Antonio Fernandes, tendo já em Lisboa praticado varias burlas, cujo total importa na quantia de 1.662 escudos. <box>679 765 903 871</box>
cambios-buy <box>1504 781 1562 794</box>
cambios-buy: 1$35 <box>1538 688 1561 701</box>
cambios-label: Rio...... <box>1365 714 1399 728</box>
cambios-sell: 70 <box>1595 807 1606 821</box>
assis-name: Dr. Assis de Brito <box>1140 793 1246 808</box>
aparelhos-sub: Empreza Electrica Victoria <box>955 1242 1080 1255</box>
aparelhos-ad <box>911 1219 1124 1286</box>
novidade-l2: A' venda nas livrarias <box>1297 1685 1439 1701</box>
cambios-sell: 15 3/4 <box>1577 608 1606 621</box>
gentil-ad <box>679 1072 903 1134</box>
cambios-sell <box>1562 675 1608 688</box>
eden-l1: HOJE — Um só espectaculo <box>18 297 156 310</box>
associacao-rua: Rua da Palma <box>512 1131 605 1147</box>
vinhos-sub: (CAVES DA RAPOSEIRA) <box>928 977 1107 993</box>
cambios-sell <box>1562 767 1608 781</box>
cambios-date: Lisboa, 7 de janeiro de 1920. <box>1419 581 1552 594</box>
atropelamento-text: Carolina Adelaide Regueirão, da travessa dos Pescadores, 10, 3.º, queixou-se hoje ao director da policia de investigação contra o chauffeur Antonio Joaquim de Moura, da rua do Cabo, 2, loja, que em 2 de julho atropelou com o automovel n.º 2938, pertencente ao sr. Mario de Sousa, da Avenida Antonio Augusto de Aguiar, 64, 1.º, sua irmã Maria Delgado, no Monte da Caparica, a qual passados dias veio a falecer no hospital de S. José. <box>679 463 903 596</box>
cambios-label: Madrid, cheque...... <box>1365 648 1454 661</box>
novidade-addr: Rua da Boa Vista, 307 <box>1128 1726 1247 1740</box>
eden-teatro-ad <box>9 262 220 515</box>
cambios-row <box>1363 621 1608 635</box>
simoes-title: Simões Bayão <box>1198 1230 1283 1246</box>
cambios-label: Suissa...... <box>1365 781 1412 794</box>
cambios-label: 90 dias...... <box>1365 621 1415 635</box>
roubo-title: Roubo na Companhia Carris <box>679 76 834 90</box>
ginasio-l2: Amanhã Sexta feira Amanhã <box>44 811 186 824</box>
novidade-l1: A ditadura, O terror bolchevista, A traição, O despertar <box>1222 1666 1514 1680</box>
nacional-play: Montmartre <box>69 594 160 613</box>
cambios-label: Agio do ouro...... <box>1365 754 1443 767</box>
cambios-row <box>1363 807 1608 821</box>
henrique-sub: BANQUEIROS <box>736 904 846 918</box>
cambios-sell: 56 <box>1595 794 1606 807</box>
cambios-buy: 360 <box>1543 635 1561 648</box>
eden-l4: Graça de palhas — 3 actos de gargalhada <box>20 354 210 367</box>
montepio-title: MONTE-PIO NACIONAL <box>1235 1968 1501 2066</box>
cambios-sell: 365 <box>1589 635 1606 648</box>
loteria-table <box>1140 1170 1340 1210</box>
novidade-ad <box>1119 1558 1616 1780</box>
loteria-number: 5203 <box>1142 1196 1165 1210</box>
cambios-label: Berlim, cheque...... <box>1365 661 1452 675</box>
nacional-show: Recita da Moda <box>63 577 167 593</box>
cambios-sell: 18$00 <box>1578 728 1606 741</box>
casa-title: CASA BANCARIA <box>495 789 622 805</box>
salao-desc: film em 6 actos do Programa Americano com interpretação da artista Mario Max Laren <box>25 102 423 116</box>
salao-title: Salão Central <box>18 42 152 66</box>
column-rule <box>441 32 442 2264</box>
vidente-p2: No programa do espectaculo desta noite figuram estes dois espectaculos e apareceu para breve outra estreia — é esta vez despertar um grande interesse no publico apreciador dos films da grande metragem, cheios de imprevisto e de episodios emocionantes: referimo-nos ao grande sucesso A fuga do bravo, em 9 jornadas, 86 partes, trabalho colossal dos insignes artistas americanos Juanita Hansen e Mulhall. <box>9 1468 220 1600</box>
column-1 <box>9 32 438 2262</box>
vida-partidaria-text: Reuniu a assembleia geral e elegeu os seguintes corpos gerentes para 1920: Assembleia geral, presidente, Antonio Joaquim de Oliveira; vice-presidente, Antonio Tiago da Conceição; 1.º secretario, José Francisco Lopes; 2.º secretario, Artur Nunes Salvador. Comissão politica: presidente, Antonio Alves Ruivo; vice-presidente, Vitor Gomes Pedrosa. Conselho fiscal — Efectivos, Antonio Jesus Costa, Francisco Lopes Esteves. Conselho fiscal: Direcção — Presidente, Antonio da Silva Martins; secretario, Adelino Lopes; tesoureiro, Antonio Esteves Marques; 1.º secretario, Antonio Miguel da Silva; 2.º, José Augusto Tomaz; vogais, Antonio Gonçalves e Homero Camilo. <box>911 736 1124 949</box>
vinhos-ad <box>911 954 1124 1117</box>
salao-line2: 1 ESTREIA 1 <box>185 67 263 82</box>
castelo-faleceu: FALECEU <box>287 1270 378 1291</box>
cambios-label: Londres, cheque...... <box>1365 608 1458 621</box>
bolsa-sub: A. da Costa Ivo <box>1187 979 1294 997</box>
instrucao-title: Instrucção militar preparatoria <box>911 1296 1102 1311</box>
universidade-title: Universidade Popular Portugueza <box>455 1485 662 1500</box>
cambios-sell: 4$00 <box>1583 714 1606 728</box>
casa-addr: 95, Rua do Ouro, 97 <box>497 890 620 905</box>
